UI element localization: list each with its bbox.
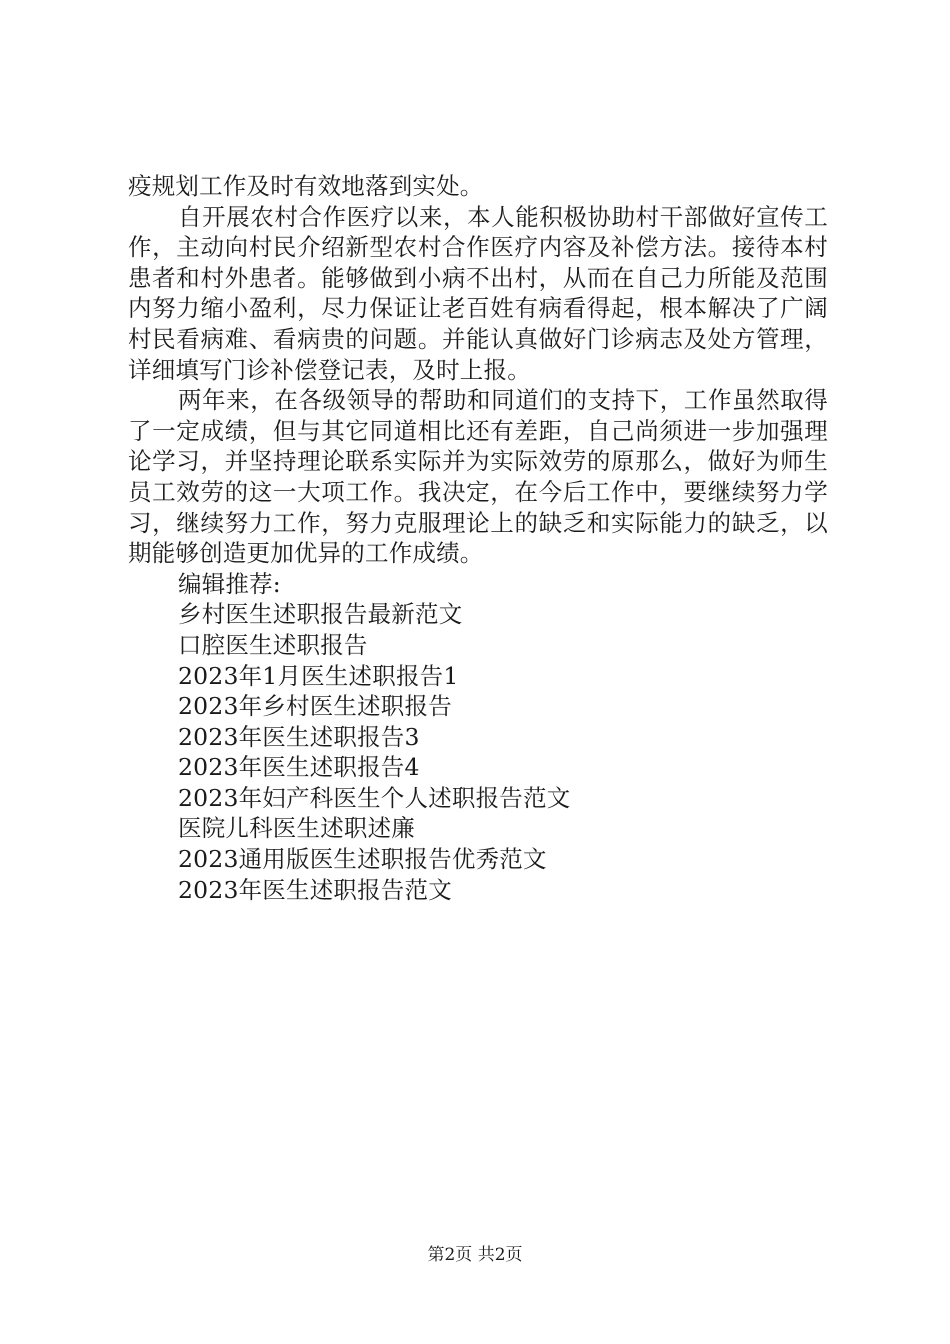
recommend-link[interactable]: 2023通用版医生述职报告优秀范文 <box>178 845 547 874</box>
paragraph-continuation: 疫规划工作及时有效地落到实处。 <box>128 172 484 200</box>
recommend-link[interactable]: 2023年医生述职报告4 <box>178 753 420 782</box>
paragraph-cooperative-medical: 自开展农村合作医疗以来，本人能积极协助村干部做好宣传工作，主动向村民介绍新型农村合作医疗内容及补偿方法。接待本村患者和村外患者。能够做到小病不出村，从而在自己力所能及范围内努力缩小盈利，尽力保证让老百姓有病看得起，根本解决了广阔村民看病难、看病贵的问题。并能认真做好门诊病志及处方管理，详细填写门诊补偿登记表，及时上报。 <box>128 202 828 384</box>
recommend-link[interactable]: 2023年医生述职报告3 <box>178 722 420 751</box>
document-body <box>128 171 828 905</box>
page-footer: 第2页 共2页 <box>427 1245 523 1265</box>
recommend-link[interactable]: 医院儿科医生述职述廉 <box>178 814 415 843</box>
recommend-link[interactable]: 2023年1月医生述职报告1 <box>178 661 459 690</box>
paragraph-two-years-summary: 两年来，在各级领导的帮助和同道们的支持下，工作虽然取得了一定成绩，但与其它同道相比还有差距，自己尚须进一步加强理论学习，并坚持理论联系实际并为实际效劳的原那么，做好为师生员工效劳的这一大项工作。我决定，在今后工作中，要继续努力学习，继续努力工作，努力克服理论上的缺乏和实际能力的缺乏，以期能够创造更加优异的工作成绩。 <box>128 386 828 568</box>
recommend-link[interactable]: 2023年乡村医生述职报告 <box>178 692 452 721</box>
recommend-link[interactable]: 2023年医生述职报告范文 <box>178 875 452 904</box>
recommend-list <box>128 599 828 905</box>
recommend-link[interactable]: 口腔医生述职报告 <box>178 630 368 659</box>
recommend-title: 编辑推荐: <box>178 569 281 598</box>
recommend-link[interactable]: 2023年妇产科医生个人述职报告范文 <box>178 783 571 812</box>
recommend-link[interactable]: 乡村医生述职报告最新范文 <box>178 600 463 629</box>
